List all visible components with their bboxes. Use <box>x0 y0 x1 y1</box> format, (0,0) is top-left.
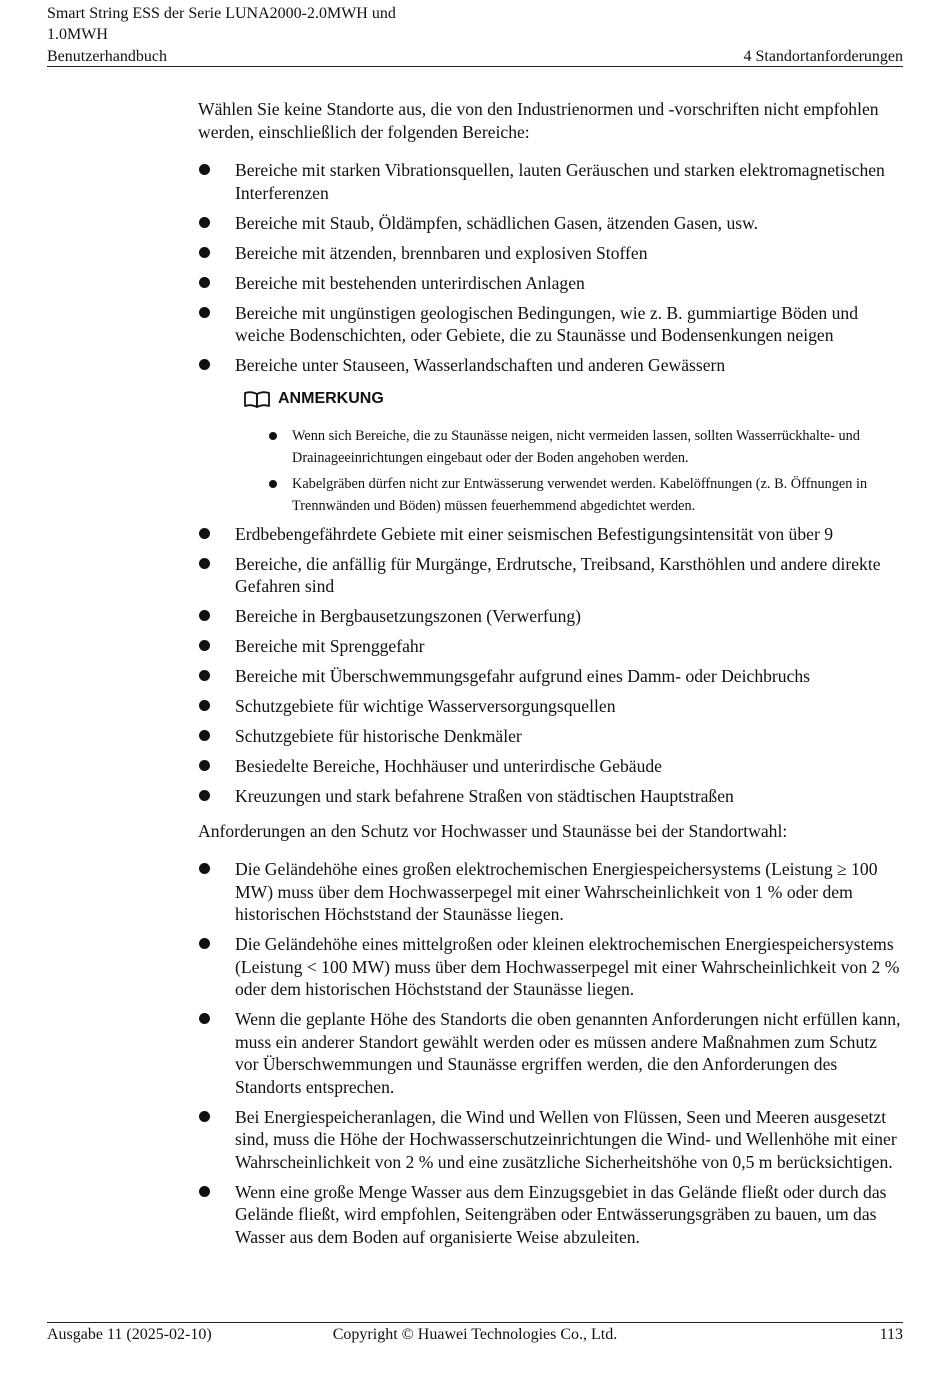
bullet-icon <box>199 730 210 741</box>
list-item-text: Kreuzungen und stark befahrene Straßen von städtischen Hauptstraßen <box>235 786 734 806</box>
bullet-icon <box>199 558 210 569</box>
page-number: 113 <box>879 1326 903 1343</box>
list-item-text: Bereiche mit ätzenden, brennbaren und explosiven Stoffen <box>235 242 648 263</box>
list-item <box>198 159 903 204</box>
header-chapter: 4 Standortanforderungen <box>743 48 903 65</box>
list-item <box>198 1106 903 1174</box>
note-title: ANMERKUNG <box>278 389 384 407</box>
list-item <box>198 605 903 628</box>
bullet-icon <box>199 790 210 801</box>
list-item <box>198 1181 903 1249</box>
hazard-sites-list <box>198 523 903 808</box>
bullet-icon <box>269 432 277 440</box>
bullet-icon <box>199 164 210 175</box>
footer-copyright: Copyright © Huawei Technologies Co., Ltd. <box>332 1326 618 1343</box>
list-item <box>198 1008 903 1098</box>
note-item-text: Kabelgräben dürfen nicht zur Entwässerung verwendet werden. Kabelöffnungen (z. B. Öffnungen in Trennwänden und Böden) müssen feuerhemmend abgedichtet werden. <box>292 475 868 514</box>
bullet-icon <box>199 610 210 621</box>
list-item-text: Schutzgebiete für historische Denkmäler <box>235 726 522 746</box>
page-header <box>47 4 903 67</box>
list-item-text: Erdbebengefährdete Gebiete mit einer seismischen Befestigungsintensität von über 9 <box>235 523 833 544</box>
list-item <box>198 755 903 778</box>
header-title-line2: 1.0MWH <box>47 26 108 43</box>
bullet-icon <box>269 480 277 488</box>
list-item-text: Bereiche mit Staub, Öldämpfen, schädlichen Gasen, ätzenden Gasen, usw. <box>235 212 759 233</box>
footer-edition: Ausgabe 11 (2025-02-10) <box>47 1326 212 1343</box>
list-item-text: Bereiche mit ungünstigen geologischen Bedingungen, wie z. B. gummiartige Böden und weiche Bodenschichten, oder Gebiete, die zu Staunässe und Bodensenkungen neigen <box>235 302 858 345</box>
list-item-text: Die Geländehöhe eines großen elektrochemischen Energiespeichersystems (Leistung ≥ 100 MW) muss über dem Hochwasserpegel mit einer Wahrscheinlichkeit von 1 % oder dem historischen Höchststand der Staunässe liegen. <box>235 859 878 924</box>
list-item <box>198 553 903 598</box>
list-item-text: Besiedelte Bereiche, Hochhäuser und unterirdische Gebäude <box>235 756 662 776</box>
list-item-text: Bereiche mit starken Vibrationsquellen, lauten Geräuschen und starken elektromagnetischen Interferenzen <box>235 160 885 203</box>
list-item-text: Bereiche, die anfällig für Murgänge, Erdrutsche, Treibsand, Karsthöhlen und andere direkte Gefahren sind <box>235 553 881 596</box>
intro-paragraph: Wählen Sie keine Standorte aus, die von den Industrienormen und -vorschriften nicht empfohlen werden, einschließlich der folgenden Bereiche: <box>198 99 879 142</box>
header-title-line1: Smart String ESS der Serie LUNA2000-2.0MWH und <box>47 5 396 22</box>
note-list-item <box>292 473 903 517</box>
bullet-icon <box>199 670 210 681</box>
flood-requirements-intro: Anforderungen an den Schutz vor Hochwasser und Staunässe bei der Standortwahl: <box>198 820 788 841</box>
list-item-text: Bereiche mit Überschwemmungsgefahr aufgrund eines Damm- oder Deichbruchs <box>235 666 811 686</box>
list-item <box>198 272 903 295</box>
list-item-text: Die Geländehöhe eines mittelgroßen oder kleinen elektrochemischen Energiespeichersystems (Leistung < 100 MW) muss über dem Hochwasserpegel mit einer Wahrscheinlichkeit von 2 % oder dem historischen Höchststand der Staunässe liegen. <box>235 934 900 999</box>
note-item-text: Wenn sich Bereiche, die zu Staunässe neigen, nicht vermeiden lassen, sollten Wasserrückhalte- und Drainageeinrichtungen eingebaut oder der Boden angehoben werden. <box>292 427 860 466</box>
header-doc-type: Benutzerhandbuch <box>47 48 167 65</box>
bullet-icon <box>199 700 210 711</box>
list-item-text: Bereiche mit Sprenggefahr <box>235 636 425 656</box>
note-list-item <box>292 425 903 469</box>
list-item <box>198 523 903 546</box>
list-item-text: Bei Energiespeicheranlagen, die Wind und Wellen von Flüssen, Seen und Meeren ausgesetzt sind, muss die Höhe der Hochwasserschutzeinrichtungen die Wind- und Wellenhöhe mit einer Wahrscheinlichkeit von 2 % und eine zusätzliche Sicherheitshöhe von 0,5 m berücksichtigen. <box>235 1106 897 1172</box>
note-list <box>244 425 903 517</box>
unsuitable-sites-list <box>198 159 903 377</box>
bullet-icon <box>199 640 210 651</box>
list-item <box>198 354 903 377</box>
list-item <box>198 635 903 658</box>
list-item-text: Wenn eine große Menge Wasser aus dem Einzugsgebiet in das Gelände fließt oder durch das Gelände fließt, wird empfohlen, Seitengräben oder Entwässerungsgräben zu bauen, um das Wasser aus dem Boden auf organisierte Weise abzuleiten. <box>235 1181 887 1247</box>
list-item-text: Bereiche unter Stauseen, Wasserlandschaften und anderen Gewässern <box>235 355 726 375</box>
list-item <box>198 933 903 1001</box>
bullet-icon <box>199 277 210 288</box>
list-item <box>198 695 903 718</box>
bullet-icon <box>199 1111 210 1122</box>
bullet-icon <box>199 528 210 539</box>
list-item-text: Bereiche mit bestehenden unterirdischen Anlagen <box>235 272 585 293</box>
list-item <box>198 212 903 235</box>
list-item <box>198 858 903 926</box>
bullet-icon <box>199 307 210 318</box>
bullet-icon <box>199 863 210 874</box>
bullet-icon <box>199 217 210 228</box>
bullet-icon <box>199 760 210 771</box>
list-item-text: Schutzgebiete für wichtige Wasserversorgungsquellen <box>235 696 616 716</box>
bullet-icon <box>199 938 210 949</box>
note-box <box>244 389 903 517</box>
page-footer <box>47 1322 903 1345</box>
bullet-icon <box>199 1013 210 1024</box>
note-heading <box>244 389 903 409</box>
list-item <box>198 302 903 347</box>
page-content <box>198 98 903 1256</box>
bullet-icon <box>199 1186 210 1197</box>
book-icon <box>244 390 270 408</box>
bullet-icon <box>199 247 210 258</box>
list-item <box>198 725 903 748</box>
flood-requirements-list <box>198 858 903 1248</box>
bullet-icon <box>199 359 210 370</box>
list-item <box>198 665 903 688</box>
list-item-text: Bereiche in Bergbausetzungszonen (Verwerfung) <box>235 606 582 626</box>
list-item <box>198 242 903 265</box>
list-item <box>198 785 903 808</box>
list-item-text: Wenn die geplante Höhe des Standorts die oben genannten Anforderungen nicht erfüllen kann, muss ein anderer Standort gewählt werden oder es müssen andere Maßnahmen zum Schutz vor Überschwemmungen und Staunässe ergriffen werden, die den Anforderungen des Standorts entsprechen. <box>235 1009 901 1097</box>
